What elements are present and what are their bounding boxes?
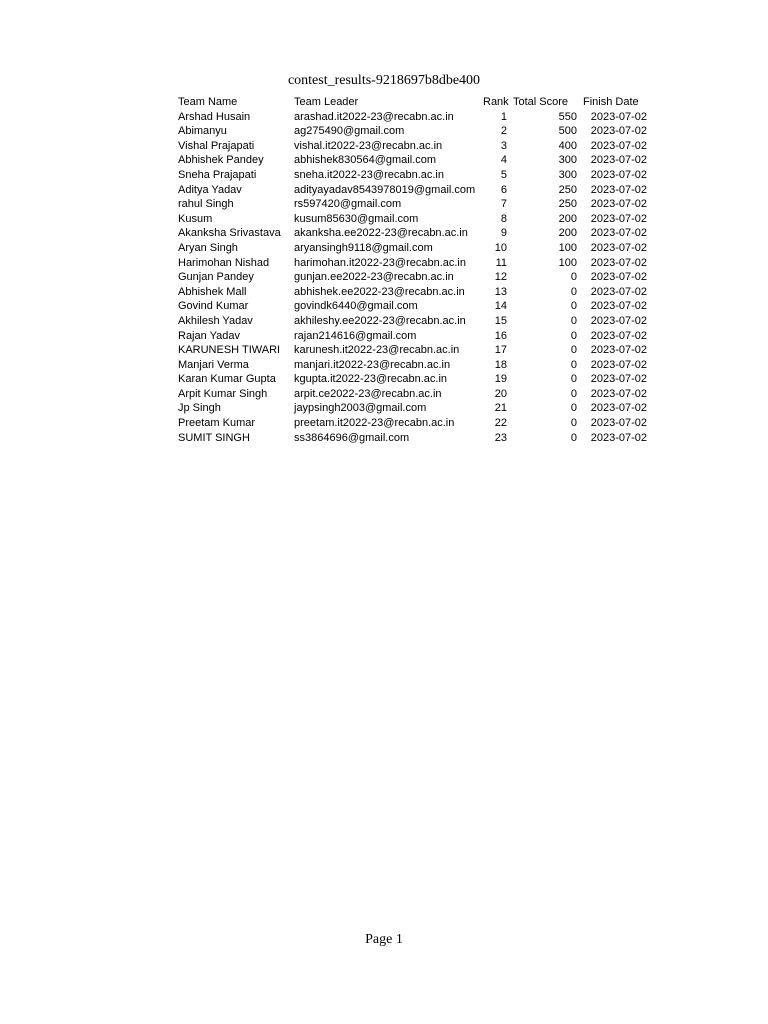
cell-rank: 5 (500, 168, 507, 181)
cell-team-leader: preetam.it2022-23@recabn.ac.in (294, 417, 455, 430)
cell-rank: 11 (495, 256, 507, 269)
cell-rank: 22 (494, 417, 507, 430)
cell-team-leader: arpit.ce2022-23@recabn.ac.in (294, 387, 442, 400)
cell-team-leader: kusum85630@gmail.com (294, 212, 419, 225)
header-team-leader: Team Leader (294, 96, 359, 108)
cell-finish-date: 2023-07-02 (590, 271, 647, 284)
cell-finish-date: 2023-07-02 (590, 373, 647, 386)
header-team-name: Team Name (178, 96, 238, 108)
cell-team-name: Abimanyu (178, 125, 227, 138)
cell-finish-date: 2023-07-02 (590, 344, 647, 357)
cell-rank: 14 (494, 300, 507, 313)
cell-total-score: 0 (570, 300, 577, 313)
cell-team-leader: manjari.it2022-23@recabn.ac.in (294, 358, 451, 371)
cell-total-score: 0 (570, 271, 577, 284)
cell-rank: 6 (500, 183, 507, 196)
cell-finish-date: 2023-07-02 (590, 212, 647, 225)
page-title: contest_results-9218697b8dbe400 (287, 73, 481, 88)
cell-finish-date: 2023-07-02 (590, 329, 647, 342)
cell-team-name: Abhishek Mall (178, 285, 247, 298)
cell-team-leader: abhishek.ee2022-23@recabn.ac.in (294, 285, 465, 298)
table-row (176, 372, 647, 387)
cell-finish-date: 2023-07-02 (590, 125, 647, 138)
cell-finish-date: 2023-07-02 (590, 198, 647, 211)
cell-total-score: 0 (570, 329, 577, 342)
cell-rank: 19 (494, 373, 507, 386)
table-row (176, 168, 647, 183)
cell-team-name: Manjari Verma (178, 358, 249, 371)
cell-team-leader: gunjan.ee2022-23@recabn.ac.in (294, 271, 454, 284)
cell-finish-date: 2023-07-02 (590, 139, 647, 152)
cell-finish-date: 2023-07-02 (590, 110, 647, 123)
table-row (176, 241, 647, 256)
cell-team-leader: ag275490@gmail.com (294, 125, 405, 138)
cell-team-leader: kgupta.it2022-23@recabn.ac.in (294, 373, 448, 386)
cell-finish-date: 2023-07-02 (590, 402, 647, 415)
table-row (176, 139, 647, 154)
cell-total-score: 200 (558, 227, 577, 240)
cell-team-name: Akhilesh Yadav (178, 314, 253, 327)
cell-team-name: Rajan Yadav (178, 329, 240, 342)
cell-total-score: 500 (558, 125, 577, 138)
cell-rank: 18 (494, 358, 507, 371)
cell-team-name: rahul Singh (178, 198, 234, 211)
table-row (176, 431, 647, 446)
cell-team-leader: adityayadav8543978019@gmail.com (294, 183, 476, 196)
table-body (176, 110, 647, 446)
cell-team-name: Harimohan Nishad (178, 256, 270, 269)
table-row (176, 197, 647, 212)
cell-rank: 21 (494, 402, 507, 415)
cell-team-name: Preetam Kumar (178, 417, 256, 430)
cell-rank: 16 (494, 329, 507, 342)
cell-total-score: 0 (570, 344, 577, 357)
cell-team-leader: govindk6440@gmail.com (294, 300, 418, 313)
table-row (176, 358, 647, 373)
cell-finish-date: 2023-07-02 (590, 300, 647, 313)
cell-total-score: 300 (558, 168, 577, 181)
cell-rank: 17 (494, 344, 507, 357)
page-number: Page 1 (365, 932, 403, 947)
cell-rank: 8 (500, 212, 507, 225)
header-finish-date: Finish Date (583, 96, 639, 108)
cell-team-leader: karunesh.it2022-23@recabn.ac.in (294, 344, 460, 357)
table-row (176, 416, 647, 431)
cell-total-score: 0 (570, 285, 577, 298)
cell-finish-date: 2023-07-02 (590, 168, 647, 181)
cell-team-name: Arshad Husain (178, 110, 251, 123)
cell-team-name: Sneha Prajapati (178, 168, 257, 181)
table-row (176, 226, 647, 241)
table-row (176, 329, 647, 344)
cell-team-leader: jaypsingh2003@gmail.com (294, 402, 427, 415)
cell-team-name: Abhishek Pandey (178, 154, 264, 167)
cell-team-name: Aditya Yadav (178, 183, 242, 196)
cell-rank: 9 (500, 227, 507, 240)
cell-finish-date: 2023-07-02 (590, 256, 647, 269)
cell-finish-date: 2023-07-02 (590, 387, 647, 400)
header-total-score: Total Score (513, 96, 569, 108)
cell-team-leader: vishal.it2022-23@recabn.ac.in (294, 139, 443, 152)
cell-finish-date: 2023-07-02 (590, 314, 647, 327)
cell-finish-date: 2023-07-02 (590, 183, 647, 196)
cell-team-leader: akhileshy.ee2022-23@recabn.ac.in (294, 314, 466, 327)
cell-team-name: Govind Kumar (178, 300, 249, 313)
cell-rank: 10 (494, 241, 507, 254)
cell-total-score: 0 (570, 402, 577, 415)
cell-rank: 12 (494, 271, 507, 284)
cell-rank: 2 (500, 125, 507, 138)
table-row (176, 401, 647, 416)
cell-team-name: Karan Kumar Gupta (178, 373, 276, 386)
cell-total-score: 300 (558, 154, 577, 167)
cell-total-score: 100 (558, 241, 577, 254)
cell-total-score: 400 (558, 139, 577, 152)
table-row (176, 124, 647, 139)
cell-team-name: Kusum (178, 212, 213, 225)
cell-rank: 4 (500, 154, 507, 167)
table-row (176, 270, 647, 285)
cell-total-score: 0 (570, 314, 577, 327)
table-row (176, 343, 647, 358)
cell-total-score: 550 (558, 110, 577, 123)
cell-team-name: SUMIT SINGH (178, 431, 250, 444)
cell-total-score: 0 (570, 373, 577, 386)
table-row (176, 387, 647, 402)
cell-team-name: Jp Singh (178, 402, 221, 415)
cell-team-leader: harimohan.it2022-23@recabn.ac.in (294, 256, 466, 269)
cell-finish-date: 2023-07-02 (590, 154, 647, 167)
table-row (176, 183, 647, 198)
cell-rank: 15 (494, 314, 507, 327)
header-rank: Rank (483, 96, 509, 108)
cell-total-score: 100 (558, 256, 577, 269)
cell-finish-date: 2023-07-02 (590, 417, 647, 430)
table-row (176, 110, 647, 125)
cell-team-name: Akanksha Srivastava (178, 227, 281, 240)
table-row (176, 314, 647, 329)
cell-finish-date: 2023-07-02 (590, 431, 647, 444)
cell-rank: 1 (500, 110, 507, 123)
cell-team-name: Arpit Kumar Singh (178, 387, 268, 400)
cell-team-name: Vishal Prajapati (178, 139, 255, 152)
cell-finish-date: 2023-07-02 (590, 285, 647, 298)
cell-team-leader: rajan214616@gmail.com (294, 329, 417, 342)
table-row (176, 153, 647, 168)
cell-total-score: 0 (570, 387, 577, 400)
cell-total-score: 250 (558, 183, 577, 196)
cell-total-score: 0 (570, 358, 577, 371)
cell-total-score: 250 (558, 198, 577, 211)
cell-rank: 23 (494, 431, 507, 444)
cell-total-score: 0 (570, 417, 577, 430)
cell-rank: 3 (500, 139, 507, 152)
table-header-row (176, 95, 647, 110)
table-row (176, 212, 647, 227)
table-row (176, 299, 647, 314)
cell-rank: 13 (494, 285, 507, 298)
cell-team-leader: arashad.it2022-23@recabn.ac.in (294, 110, 454, 123)
cell-team-leader: rs597420@gmail.com (294, 198, 402, 211)
cell-team-leader: aryansingh9118@gmail.com (294, 241, 433, 254)
cell-total-score: 0 (570, 431, 577, 444)
cell-team-leader: abhishek830564@gmail.com (294, 154, 437, 167)
cell-finish-date: 2023-07-02 (590, 358, 647, 371)
table-row (176, 285, 647, 300)
cell-total-score: 200 (558, 212, 577, 225)
cell-team-name: Aryan Singh (178, 241, 238, 254)
cell-finish-date: 2023-07-02 (590, 227, 647, 240)
cell-rank: 20 (494, 387, 507, 400)
cell-team-leader: akanksha.ee2022-23@recabn.ac.in (294, 227, 468, 240)
cell-team-leader: sneha.it2022-23@recabn.ac.in (294, 168, 444, 181)
cell-finish-date: 2023-07-02 (590, 241, 647, 254)
cell-rank: 7 (500, 198, 507, 211)
cell-team-name: KARUNESH TIWARI (178, 344, 281, 357)
table-row (176, 256, 647, 271)
cell-team-leader: ss3864696@gmail.com (294, 431, 410, 444)
results-table (176, 95, 647, 445)
cell-team-name: Gunjan Pandey (178, 271, 254, 284)
